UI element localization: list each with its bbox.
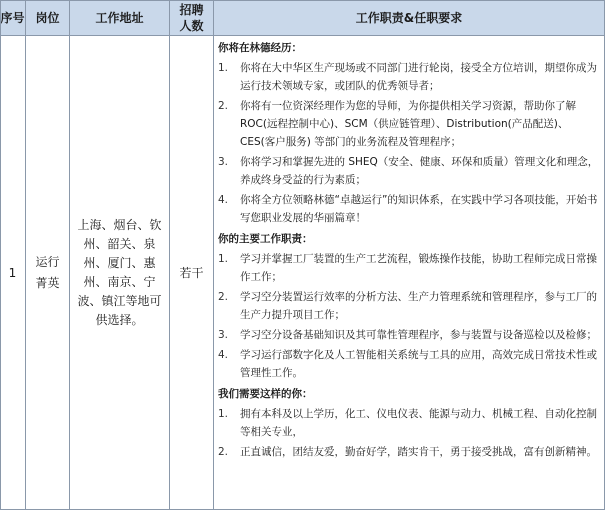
list-item: 3. 学习空分设备基础知识及其可靠性管理程序，参与装置与设备巡检以及检修； (218, 329, 597, 341)
position-text: 运行菁英 (35, 255, 60, 290)
cell-index: 1 (0, 36, 26, 510)
section-title: 你的主要工作职责： (218, 233, 313, 245)
section-duties (218, 230, 600, 382)
list-item: 1. 学习并掌握工厂装置的生产工艺流程，锻炼操作技能，协助工程师完成日常操作工作； (218, 253, 597, 283)
header-headcount: 招聘人数 (170, 0, 214, 36)
list-item: 1. 拥有本科及以上学历，化工、仪电仪表、能源与动力、机械工程、自动化控制等相关专业， (218, 408, 597, 438)
list-item: 4. 学习运行部数字化及人工智能相关系统与工具的应用，高效完成日常技术性或管理性工作。 (218, 349, 597, 379)
header-description: 工作职责&任职要求 (214, 0, 605, 36)
cell-location: 上海、烟台、钦州、韶关、泉州、厦门、惠州、南京、宁波、镇江等地可供选择。 (70, 36, 170, 510)
cell-description (214, 37, 604, 510)
cell-position (26, 36, 70, 510)
list-item: 2. 正直诚信，团结友爱，勤奋好学，踏实肯干，勇于接受挑战，富有创新精神。 (218, 446, 597, 458)
header-position: 岗位 (26, 0, 70, 36)
list-item: 2. 你将有一位资深经理作为您的导师，为你提供相关学习资源，帮助你了解 ROC(远程控制中心)、SCM（供应链管理）、Distribution(产品配送)、CES(客户服务) 等部门的业务流程及管理程序； (218, 100, 576, 148)
cell-headcount: 若干 (170, 36, 214, 510)
list-item: 1. 你将在大中华区生产现场或不同部门进行轮岗，接受全方位培训，期望你成为运行技术领域专家，或团队的优秀领导者； (218, 62, 597, 92)
header-index: 序号 (0, 0, 26, 36)
section-experience (218, 39, 600, 227)
section-title: 你将在林德经历： (218, 42, 302, 54)
header-location: 工作地址 (70, 0, 170, 36)
list-item: 3. 你将学习和掌握先进的 SHEQ（安全、健康、环保和质量）管理文化和理念，养成终身受益的行为素质； (218, 156, 599, 186)
section-requirements (218, 385, 600, 461)
section-title: 我们需要这样的你： (218, 388, 313, 400)
list-item: 2. 学习空分装置运行效率的分析方法、生产力管理系统和管理程序，参与工厂的生产力提升项目工作； (218, 291, 597, 321)
list-item: 4. 你将全方位领略林德“卓越运行”的知识体系，在实践中学习各项技能，开始书写您职业发展的华丽篇章！ (218, 194, 598, 224)
